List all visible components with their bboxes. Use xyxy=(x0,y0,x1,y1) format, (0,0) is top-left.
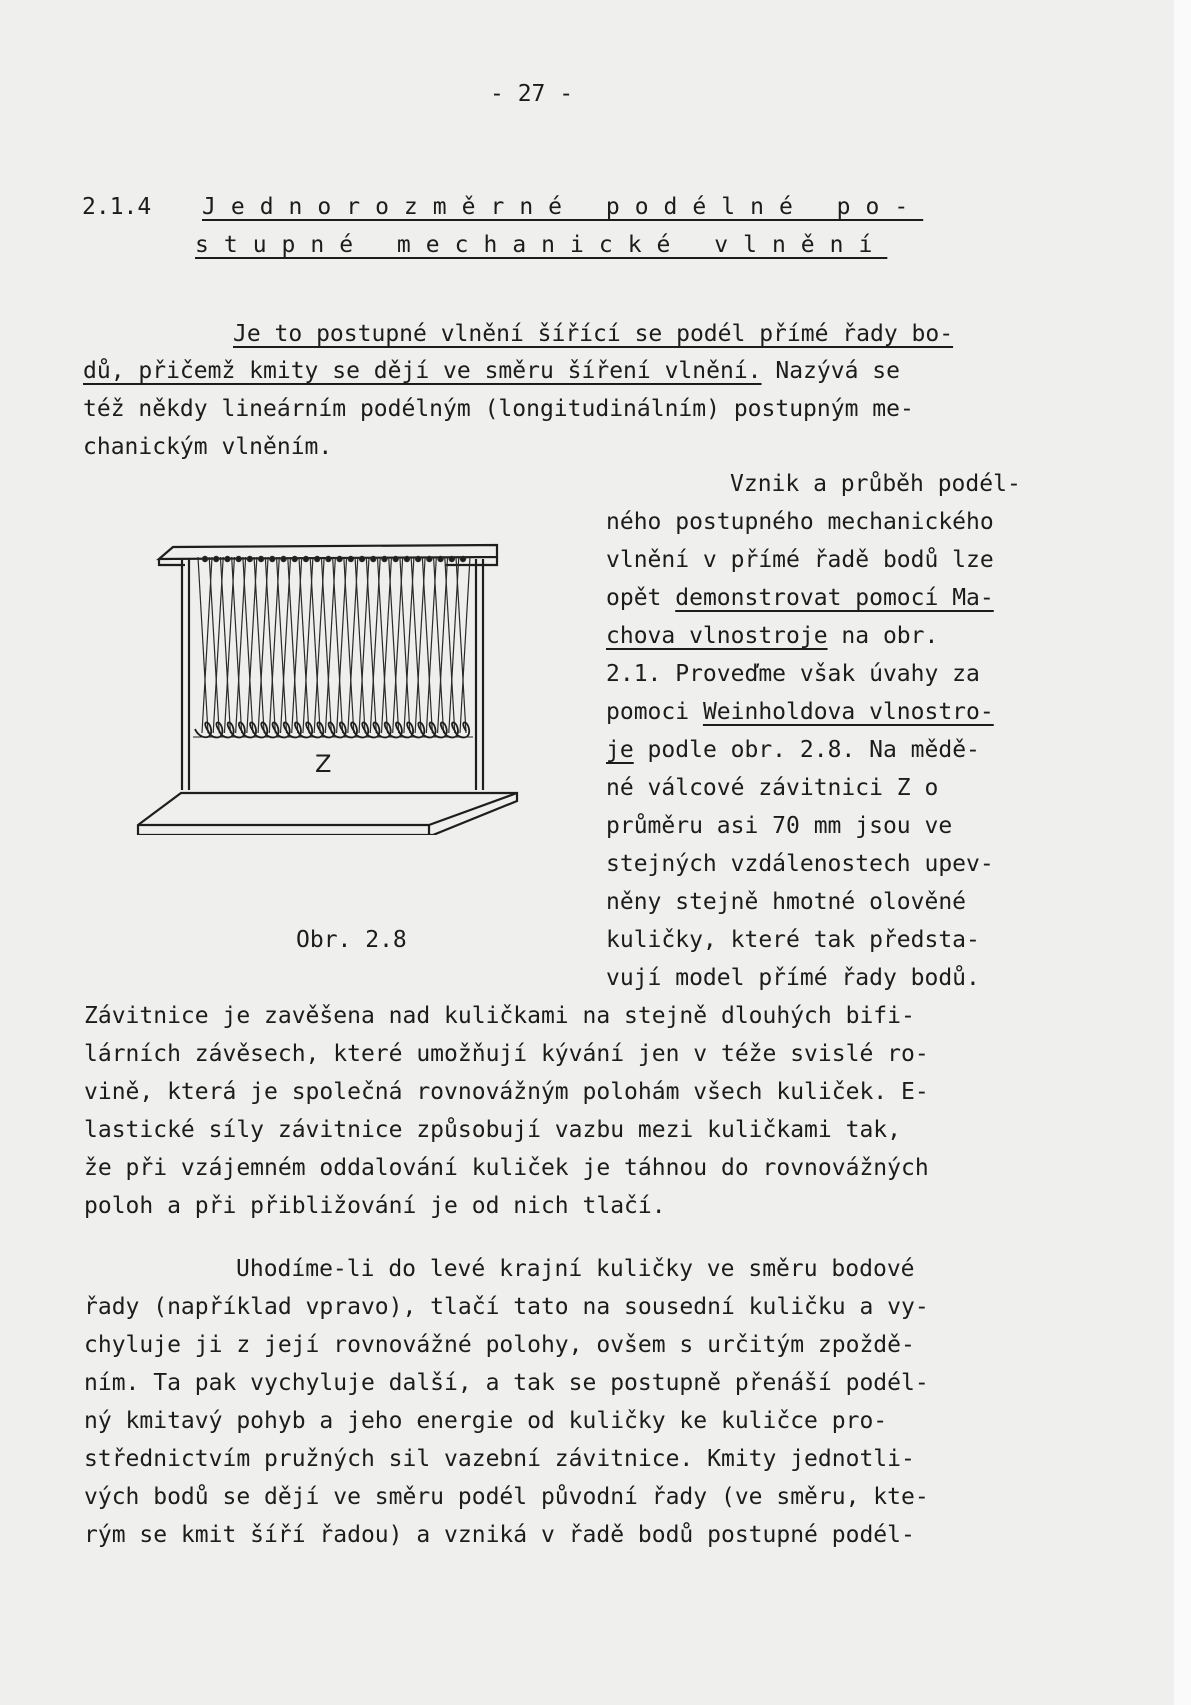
hanger-pin xyxy=(460,556,465,561)
para3-line3: chyluje ji z její rovnovážné polohy, ovšem s určitým zpoždě- xyxy=(84,1332,915,1358)
para2-line1: Vznik a průběh podél- xyxy=(730,471,1021,497)
hanger-pin xyxy=(348,556,353,561)
para2-line7 xyxy=(606,693,994,731)
section-title-line2: stupné mechanické vlnění xyxy=(195,232,888,258)
para3-line5: ný kmitavý pohyb a jeho energie od kuličky ke kuličce pro- xyxy=(84,1408,888,1434)
para2-line8-underlined: je xyxy=(606,737,634,763)
para2-line19: že při vzájemném oddalování kuliček je táhnou do rovnovážných xyxy=(84,1155,929,1181)
figure-caption: Obr. 2.8 xyxy=(296,927,407,953)
para1-line2 xyxy=(83,352,900,390)
hanger-pin xyxy=(225,556,230,561)
hanger-pin xyxy=(281,556,286,561)
para3-line7: vých bodů se dějí ve směru podél původní řady (ve směru, kte- xyxy=(84,1484,929,1510)
hanger-pin xyxy=(449,556,454,561)
hanger-pin xyxy=(416,556,421,561)
para2-line5-underlined: chova vlnostroje xyxy=(606,623,828,649)
hanger-pin xyxy=(359,556,364,561)
para2-line6: 2.1. Proveďme však úvahy za xyxy=(606,661,980,687)
hanger-pin xyxy=(236,556,241,561)
page-number: - 27 - xyxy=(490,81,574,107)
para1-line2-rest: Nazývá se xyxy=(761,358,900,384)
para2-line5-rest: na obr. xyxy=(827,623,939,649)
para2-line15: Závitnice je zavěšena nad kuličkami na stejně dlouhých bifi- xyxy=(84,1003,915,1029)
para2-line12: něny stejně hmotné olověné xyxy=(606,889,967,915)
hanger-pin xyxy=(393,556,398,561)
para2-line13: kuličky, které tak předsta- xyxy=(606,927,980,953)
para2-line9: né válcové závitnici Z o xyxy=(606,775,939,801)
para1-line3: též někdy lineárním podélným (longitudinálním) postupným me- xyxy=(83,396,914,422)
para2-line2: ného postupného mechanického xyxy=(606,509,994,535)
para2-line18: lastické síly závitnice způsobují vazbu mezi kuličkami tak, xyxy=(84,1117,901,1143)
para2-line20: poloh a při přibližování je od nich tlačí. xyxy=(84,1193,666,1219)
helix-spring xyxy=(193,722,473,737)
hanger-pin xyxy=(303,556,308,561)
para1-line1: Je to postupné vlnění šířící se podél přímé řady bo- xyxy=(233,321,954,347)
para1-line2-underlined: dů, přičemž kmity se dějí ve směru šíření vlnění. xyxy=(83,358,762,384)
hanger-pin xyxy=(214,556,219,561)
hanger-pin xyxy=(292,556,297,561)
para2-line3: vlnění v přímé řadě bodů lze xyxy=(606,547,994,573)
base-edge-right xyxy=(429,793,517,825)
section-number: 2.1.4 xyxy=(82,194,152,220)
para2-line14: vují model přímé řady bodů. xyxy=(606,965,980,991)
hanger-pin xyxy=(371,556,376,561)
hanger-pin xyxy=(258,556,263,561)
para3-line4: ním. Ta pak vychyluje další, a tak se postupně přenáší podél- xyxy=(84,1370,929,1396)
para2-line8-rest: podle obr. 2.8. Na mědě- xyxy=(633,737,980,763)
para2-line11: stejných vzdálenostech upev- xyxy=(606,851,994,877)
hanger-pin xyxy=(382,556,387,561)
para3-line6: střednictvím pružných sil vazební závitnice. Kmity jednotli- xyxy=(84,1446,915,1472)
hanger-pin xyxy=(438,556,443,561)
para2-line4-underlined: demonstrovat pomocí Ma- xyxy=(675,585,994,611)
para3-line8: rým se kmit šíří řadou) a vzniká v řadě bodů postupné podél- xyxy=(84,1522,915,1548)
hanger-pin xyxy=(326,556,331,561)
para2-line17: vině, která je společná rovnovážným polohám všech kuliček. E- xyxy=(84,1079,929,1105)
para1-line4: chanickým vlněním. xyxy=(83,434,333,460)
para2-line10: průměru asi 70 mm jsou ve xyxy=(606,813,953,839)
hanger-pin xyxy=(337,556,342,561)
figure-label-z: Z xyxy=(315,750,332,778)
para3-line2: řady (například vpravo), tlačí tato na sousední kuličku a vy- xyxy=(84,1294,929,1320)
page-edge xyxy=(1174,0,1191,1705)
para2-line5 xyxy=(606,617,938,655)
para2-line4-lead: opět xyxy=(606,585,676,611)
para2-line4 xyxy=(606,579,994,617)
hanger-pin xyxy=(427,556,432,561)
hanger-pin xyxy=(404,556,409,561)
para2-line8 xyxy=(606,731,980,769)
hanger-pin xyxy=(247,556,252,561)
bifilar-suspensions xyxy=(198,556,470,733)
hanger-pin xyxy=(202,556,207,561)
para2-line7-lead: pomoci xyxy=(606,699,703,725)
para2-line16: lárních závěsech, které umožňují kývání jen v téže svislé ro- xyxy=(84,1041,929,1067)
hanger-pin xyxy=(270,556,275,561)
para3-line1: Uhodíme-li do levé krajní kuličky ve směru bodové xyxy=(236,1256,915,1282)
para2-line7-underlined: Weinholdova vlnostro- xyxy=(702,699,994,725)
section-title-line1: Jednorozměrné podélné po- xyxy=(202,194,924,220)
wave-machine-figure xyxy=(133,523,525,835)
hanger-pin xyxy=(315,556,320,561)
